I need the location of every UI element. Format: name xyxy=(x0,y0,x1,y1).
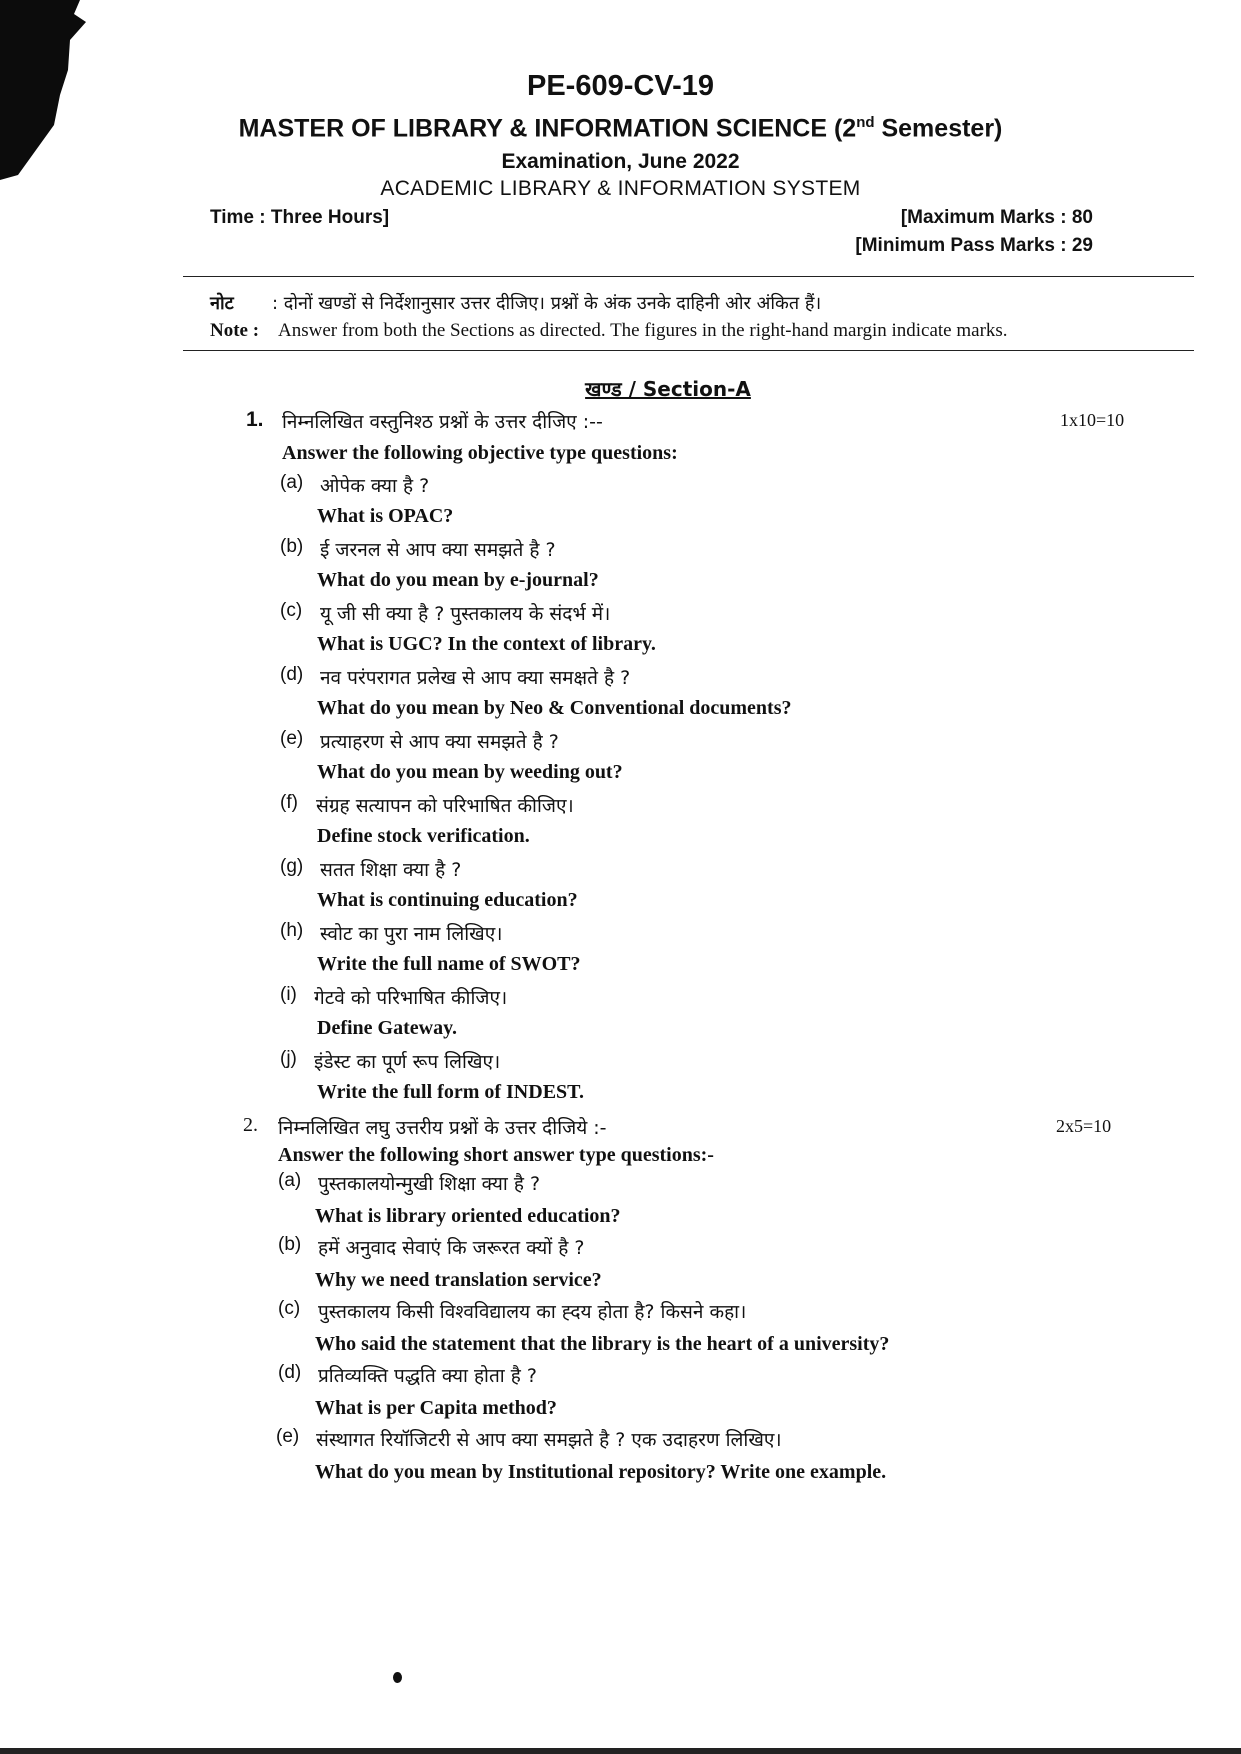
scan-bottom-edge xyxy=(0,1748,1241,1754)
q2b-english: Why we need translation service? xyxy=(315,1269,602,1291)
q2-marks: 2x5=10 xyxy=(1056,1116,1112,1136)
q1f-english: Define stock verification. xyxy=(317,825,530,847)
q1j-label: (j) xyxy=(280,1048,297,1069)
paper-code: PE-609-CV-19 xyxy=(527,70,714,102)
q1a-english: What is OPAC? xyxy=(317,505,454,527)
paper-title: ACADEMIC LIBRARY & INFORMATION SYSTEM xyxy=(380,177,861,200)
section-title: खण्ड / Section-A xyxy=(585,377,751,401)
q1a-hindi: ओपेक क्या है ? xyxy=(320,475,430,497)
q1i-english: Define Gateway. xyxy=(317,1017,457,1039)
q1b-hindi: ई जरनल से आप क्या समझते है ? xyxy=(320,539,556,561)
q1d-label: (d) xyxy=(280,664,304,685)
q2e-english: What do you mean by Institutional repository? Write one example. xyxy=(315,1461,887,1483)
note-english-label: Note : xyxy=(210,320,260,341)
q1f-label: (f) xyxy=(280,792,298,813)
q2e-label: (e) xyxy=(276,1426,300,1447)
q1-marks: 1x10=10 xyxy=(1060,410,1125,430)
q1i-label: (i) xyxy=(280,984,297,1005)
q1d-hindi: नव परंपरागत प्रलेख से आप क्या समक्षते है ? xyxy=(320,667,631,689)
q1-hindi: निम्नलिखित वस्तुनिश्ठ प्रश्नों के उत्तर दीजिए :-- xyxy=(282,411,603,433)
divider-top xyxy=(183,276,1194,277)
minimum-pass-marks: [Minimum Pass Marks : 29 xyxy=(855,235,1093,256)
divider-bottom xyxy=(183,350,1194,351)
q1c-label: (c) xyxy=(280,600,303,621)
note-hindi-label: नोट xyxy=(210,293,234,314)
q2b-hindi: हमें अनुवाद सेवाएं कि जरूरत क्यों है ? xyxy=(318,1237,585,1259)
q1f-hindi: संग्रह सत्यापन को परिभाषित कीजिए। xyxy=(316,795,574,817)
q1g-english: What is continuing education? xyxy=(317,889,578,911)
q2-number: 2. xyxy=(243,1114,258,1136)
q2d-label: (d) xyxy=(278,1362,302,1383)
q1e-english: What do you mean by weeding out? xyxy=(317,761,623,783)
q1a-label: (a) xyxy=(280,472,304,493)
note-english-text: Answer from both the Sections as directed. The figures in the right-hand margin indicate marks. xyxy=(278,320,1008,341)
q1-english: Answer the following objective type questions: xyxy=(282,442,678,464)
q2d-english: What is per Capita method? xyxy=(315,1397,557,1419)
q1g-label: (g) xyxy=(280,856,304,877)
q2d-hindi: प्रतिव्यक्ति पद्धति क्या होता है ? xyxy=(318,1365,537,1387)
note-hindi-text: : दोनों खण्डों से निर्देशानुसार उत्तर दीजिए। प्रश्नों के अंक उनके दाहिनी ओर अंकित हैं। xyxy=(272,293,822,314)
ink-dot xyxy=(393,1672,402,1683)
q1c-hindi: यू जी सी क्या है ? पुस्तकालय के संदर्भ में। xyxy=(320,603,611,625)
q2-hindi: निम्नलिखित लघु उत्तरीय प्रश्नों के उत्तर दीजिये :- xyxy=(278,1117,607,1139)
q1e-hindi: प्रत्याहरण से आप क्या समझते है ? xyxy=(320,731,559,753)
q1h-label: (h) xyxy=(280,920,304,941)
q2-english: Answer the following short answer type questions:- xyxy=(278,1144,714,1166)
q2a-label: (a) xyxy=(278,1170,302,1191)
q1c-english: What is UGC? In the context of library. xyxy=(317,633,656,655)
q2b-label: (b) xyxy=(278,1234,302,1255)
q1j-english: Write the full form of INDEST. xyxy=(317,1081,585,1103)
q1h-hindi: स्वोट का पुरा नाम लिखिए। xyxy=(320,923,503,945)
q1i-hindi: गेटवे को परिभाषित कीजिए। xyxy=(314,987,508,1009)
q2c-hindi: पुस्तकालय किसी विश्वविद्यालय का ह्दय होता है? किसने कहा। xyxy=(318,1301,747,1323)
q2a-hindi: पुस्तकालयोन्मुखी शिक्षा क्या है ? xyxy=(318,1173,541,1195)
q1b-label: (b) xyxy=(280,536,304,557)
exam-session: Examination, June 2022 xyxy=(501,150,740,173)
q1j-hindi: इंडेस्ट का पूर्ण रूप लिखिए। xyxy=(314,1051,501,1073)
time-allowed: Time : Three Hours] xyxy=(210,207,390,228)
q1e-label: (e) xyxy=(280,728,304,749)
q2e-hindi: संस्थागत रियॉजिटरी से आप क्या समझते है ? एक उदाहरण लिखिए। xyxy=(316,1429,782,1451)
degree-title: MASTER OF LIBRARY & INFORMATION SCIENCE (2nd Semester) xyxy=(238,114,1003,143)
q1-number: 1. xyxy=(246,408,264,431)
maximum-marks: [Maximum Marks : 80 xyxy=(900,207,1093,228)
q1b-english: What do you mean by e-journal? xyxy=(317,569,599,591)
q1d-english: What do you mean by Neo & Conventional documents? xyxy=(317,697,792,719)
q1g-hindi: सतत शिक्षा क्या है ? xyxy=(320,859,462,881)
q2c-english: Who said the statement that the library is the heart of a university? xyxy=(315,1333,890,1355)
q2a-english: What is library oriented education? xyxy=(315,1205,621,1227)
q1h-english: Write the full name of SWOT? xyxy=(317,953,581,975)
q2c-label: (c) xyxy=(278,1298,301,1319)
